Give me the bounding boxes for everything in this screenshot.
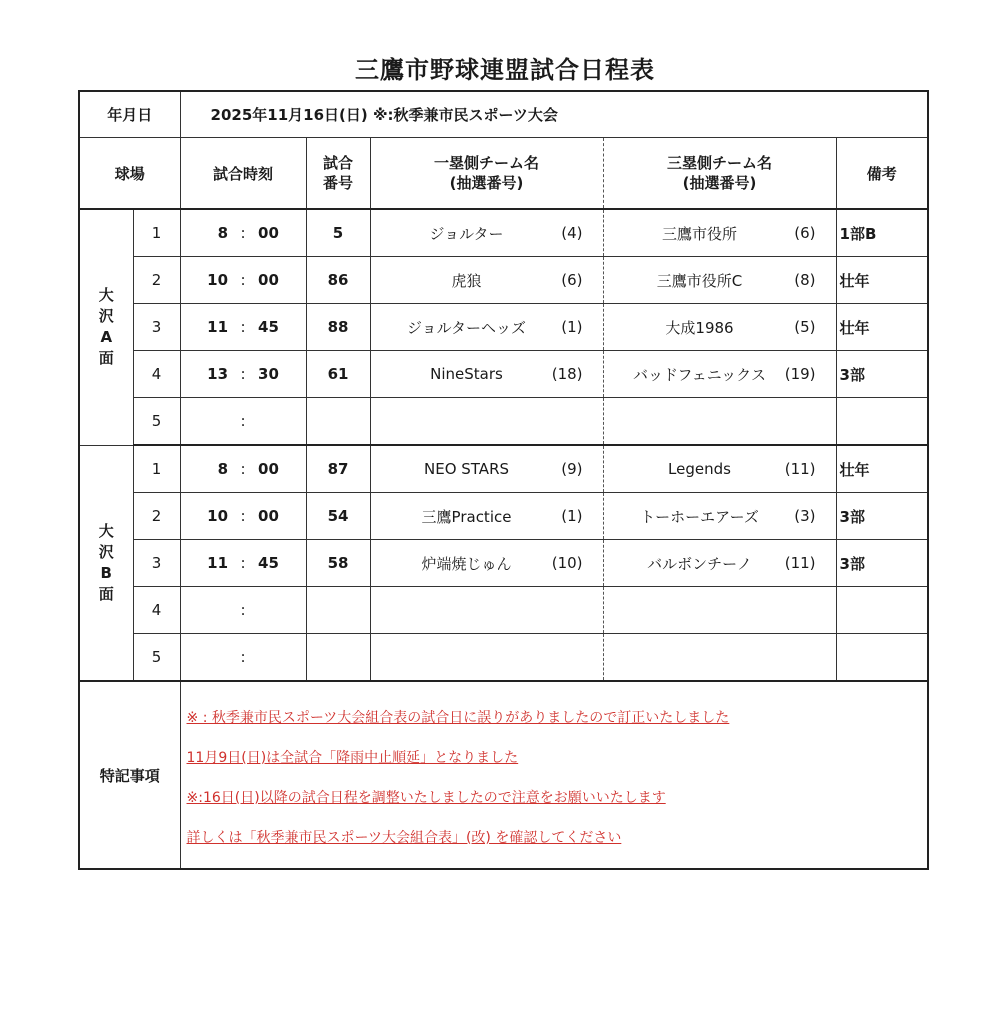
time-separator: :: [240, 412, 246, 430]
first-base-team-name: 炉端焼じゅん: [421, 554, 512, 573]
match-time: [180, 304, 306, 351]
time-separator: :: [240, 318, 246, 336]
time-hour: 11: [207, 318, 229, 336]
game-row: [79, 634, 928, 682]
time-minute: 00: [258, 507, 279, 525]
match-time: [180, 540, 306, 587]
slot-number: 3: [133, 540, 180, 587]
header-third-base-team: 三塁側チーム名 (抽選番号): [603, 138, 836, 210]
remark: 壮年: [836, 304, 928, 351]
first-base-team: [370, 540, 603, 587]
first-base-team-name: NineStars: [430, 365, 503, 383]
match-time: [180, 493, 306, 540]
time-hour: 10: [207, 507, 229, 525]
match-time: [180, 209, 306, 257]
time-hour: 10: [207, 271, 229, 289]
third-base-team-name: バッドフェニックス: [632, 365, 767, 384]
game-number: 87: [306, 445, 370, 493]
time-separator: :: [240, 271, 246, 289]
game-number: 58: [306, 540, 370, 587]
third-base-team: [603, 209, 836, 257]
time-hour: 8: [217, 224, 229, 242]
third-base-lot-number: (11): [784, 554, 816, 572]
schedule-table: [78, 90, 929, 870]
game-row: [79, 304, 928, 351]
third-base-team: [603, 540, 836, 587]
time-minute: 45: [258, 554, 279, 572]
game-row: [79, 257, 928, 304]
time-separator: :: [240, 554, 246, 572]
remark: 3部: [836, 351, 928, 398]
header-game-no: 試合 番号: [306, 138, 370, 210]
remark: 1部B: [836, 209, 928, 257]
game-number: 5: [306, 209, 370, 257]
third-base-team-name: 三鷹市役所: [662, 224, 738, 243]
header-row: [79, 138, 928, 210]
first-base-lot-number: (10): [551, 554, 583, 572]
first-base-lot-number: (1): [561, 318, 583, 336]
remark: [836, 634, 928, 682]
remark: 3部: [836, 493, 928, 540]
third-base-team-name: Legends: [668, 460, 731, 478]
slot-number: 2: [133, 493, 180, 540]
game-row: [79, 209, 928, 257]
first-base-team-name: 三鷹Practice: [421, 507, 512, 526]
slot-number: 5: [133, 634, 180, 682]
third-base-team-name: バルボンチーノ: [647, 554, 752, 573]
match-time: [180, 351, 306, 398]
time-separator: :: [240, 460, 246, 478]
first-base-team: [370, 587, 603, 634]
note-line: ※:16日(日)以降の試合日程を調整いたしましたので注意をお願いいたします: [186, 790, 666, 806]
time-separator: :: [240, 365, 246, 383]
third-base-team: [603, 257, 836, 304]
game-number: [306, 587, 370, 634]
remark: 壮年: [836, 445, 928, 493]
remark: 3部: [836, 540, 928, 587]
slot-number: 5: [133, 398, 180, 446]
venue-name: 大 沢 A 面: [79, 209, 133, 445]
header-first-base-team: 一塁側チーム名 (抽選番号): [370, 138, 603, 210]
time-separator: :: [240, 224, 246, 242]
game-number: 88: [306, 304, 370, 351]
slot-number: 1: [133, 209, 180, 257]
first-base-team-name: ジョルターヘッズ: [406, 318, 527, 337]
first-base-lot-number: (9): [561, 460, 583, 478]
first-base-team-name: NEO STARS: [424, 460, 510, 478]
game-row: [79, 493, 928, 540]
header-field: 球場: [79, 138, 180, 210]
date-row: [79, 91, 928, 138]
game-number: [306, 634, 370, 682]
match-time: [180, 445, 306, 493]
third-base-lot-number: (19): [784, 365, 816, 383]
notes-label: 特記事項: [79, 681, 180, 869]
first-base-team: [370, 304, 603, 351]
note-line: 11月9日(日)は全試合「降雨中止順延」となりました: [186, 750, 519, 766]
match-time: [180, 398, 306, 446]
time-minute: 45: [258, 318, 279, 336]
slot-number: 4: [133, 587, 180, 634]
venue-name: 大 沢 B 面: [79, 445, 133, 681]
match-time: [180, 634, 306, 682]
first-base-team: [370, 634, 603, 682]
first-base-lot-number: (1): [561, 507, 583, 525]
game-number: 86: [306, 257, 370, 304]
slot-number: 2: [133, 257, 180, 304]
game-number: 61: [306, 351, 370, 398]
page-title: 三鷹市野球連盟試合日程表: [355, 56, 655, 84]
notes-row: [79, 681, 928, 869]
note-line: ※ : 秋季兼市民スポーツ大会組合表の試合日に誤りがありましたので訂正いたしました: [186, 710, 730, 726]
third-base-team-name: 大成1986: [665, 318, 734, 337]
first-base-team-name: 虎狼: [451, 271, 482, 290]
first-base-team: [370, 209, 603, 257]
match-time: [180, 587, 306, 634]
first-base-team: [370, 493, 603, 540]
time-minute: 30: [258, 365, 279, 383]
third-base-team-name: トーホーエアーズ: [640, 507, 759, 526]
match-time: [180, 257, 306, 304]
third-base-lot-number: (5): [794, 318, 816, 336]
first-base-lot-number: (18): [551, 365, 583, 383]
first-base-team: [370, 398, 603, 446]
first-base-team: [370, 445, 603, 493]
game-row: [79, 540, 928, 587]
note-line: 詳しくは「秋季兼市民スポーツ大会組合表」(改) を確認してください: [186, 830, 622, 846]
third-base-team: [603, 445, 836, 493]
game-row: [79, 351, 928, 398]
remark: [836, 587, 928, 634]
game-number: [306, 398, 370, 446]
slot-number: 3: [133, 304, 180, 351]
third-base-team: [603, 398, 836, 446]
first-base-lot-number: (4): [561, 224, 583, 242]
third-base-team: [603, 304, 836, 351]
time-separator: :: [240, 648, 246, 666]
first-base-team: [370, 257, 603, 304]
game-row: [79, 398, 928, 446]
time-minute: 00: [258, 460, 279, 478]
first-base-lot-number: (6): [561, 271, 583, 289]
time-minute: 00: [258, 271, 279, 289]
first-base-team-name: ジョルター: [429, 224, 504, 243]
third-base-lot-number: (3): [794, 507, 816, 525]
notes-body: [180, 681, 928, 869]
time-separator: :: [240, 507, 246, 525]
header-remarks: 備考: [836, 138, 928, 210]
third-base-team: [603, 493, 836, 540]
third-base-lot-number: (11): [784, 460, 816, 478]
third-base-team: [603, 634, 836, 682]
slot-number: 4: [133, 351, 180, 398]
date-label: 年月日: [79, 91, 180, 138]
remark: [836, 398, 928, 446]
time-hour: 8: [217, 460, 229, 478]
third-base-lot-number: (6): [794, 224, 816, 242]
header-time: 試合時刻: [180, 138, 306, 210]
game-row: [79, 587, 928, 634]
slot-number: 1: [133, 445, 180, 493]
game-number: 54: [306, 493, 370, 540]
third-base-lot-number: (8): [794, 271, 816, 289]
third-base-team: [603, 587, 836, 634]
date-value: 2025年11月16日(日) ※:秋季兼市民スポーツ大会: [180, 91, 928, 138]
third-base-team-name: 三鷹市役所C: [656, 271, 743, 290]
time-separator: :: [240, 601, 246, 619]
time-hour: 13: [207, 365, 229, 383]
first-base-team: [370, 351, 603, 398]
time-minute: 00: [258, 224, 279, 242]
remark: 壮年: [836, 257, 928, 304]
third-base-team: [603, 351, 836, 398]
game-row: [79, 445, 928, 493]
time-hour: 11: [207, 554, 229, 572]
